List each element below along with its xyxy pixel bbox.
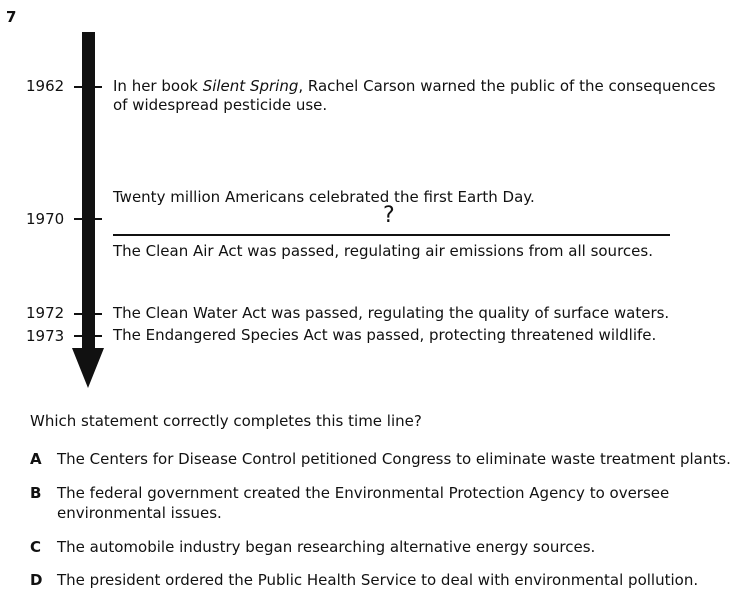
option-text: The president ordered the Public Health Service to deal with environmental pollution. [57,571,699,589]
blank-line [113,234,670,236]
event-earth-day: Twenty million Americans celebrated the first Earth Day. [113,188,535,206]
option-letter: C [30,538,42,556]
event-1962-post: , Rachel Carson warned the public of the consequences [298,77,716,95]
tick-1972 [74,313,102,315]
option-b-line2: environmental issues. [57,504,222,522]
option-letter: B [30,484,42,502]
event-endangered-species-act: The Endangered Species Act was passed, protecting threatened wildlife. [113,326,657,344]
option-b-line1: The federal government created the Environmental Protection Agency to oversee [57,484,670,502]
tick-1962 [74,86,102,88]
option-letter: D [30,571,43,589]
option-text: The automobile industry began researching alternative energy sources. [57,538,596,556]
year-1962: 1962 [26,77,65,95]
tick-1970 [74,218,102,220]
missing-event-marker: ? [383,203,395,228]
event-clean-water-act: The Clean Water Act was passed, regulating the quality of surface waters. [113,304,670,322]
event-1962-line2: of widespread pesticide use. [113,96,328,114]
event-clean-air-act: The Clean Air Act was passed, regulating air emissions from all sources. [113,242,653,260]
question-number: 7 [6,8,17,26]
year-1972: 1972 [26,304,65,322]
year-1973: 1973 [26,327,65,345]
book-title: Silent Spring [202,77,299,95]
event-1962-pre: In her book [113,77,203,95]
event-1962 [113,77,716,115]
timeline-arrow-head [72,348,104,388]
timeline-arrow-shaft [82,32,95,352]
tick-1973 [74,335,102,337]
option-letter: A [30,450,42,468]
option-text [57,483,731,523]
option-text: The Centers for Disease Control petitioned Congress to eliminate waste treatment plants. [57,450,731,468]
year-1970: 1970 [26,210,65,228]
question-text: Which statement correctly completes this time line? [30,412,422,430]
